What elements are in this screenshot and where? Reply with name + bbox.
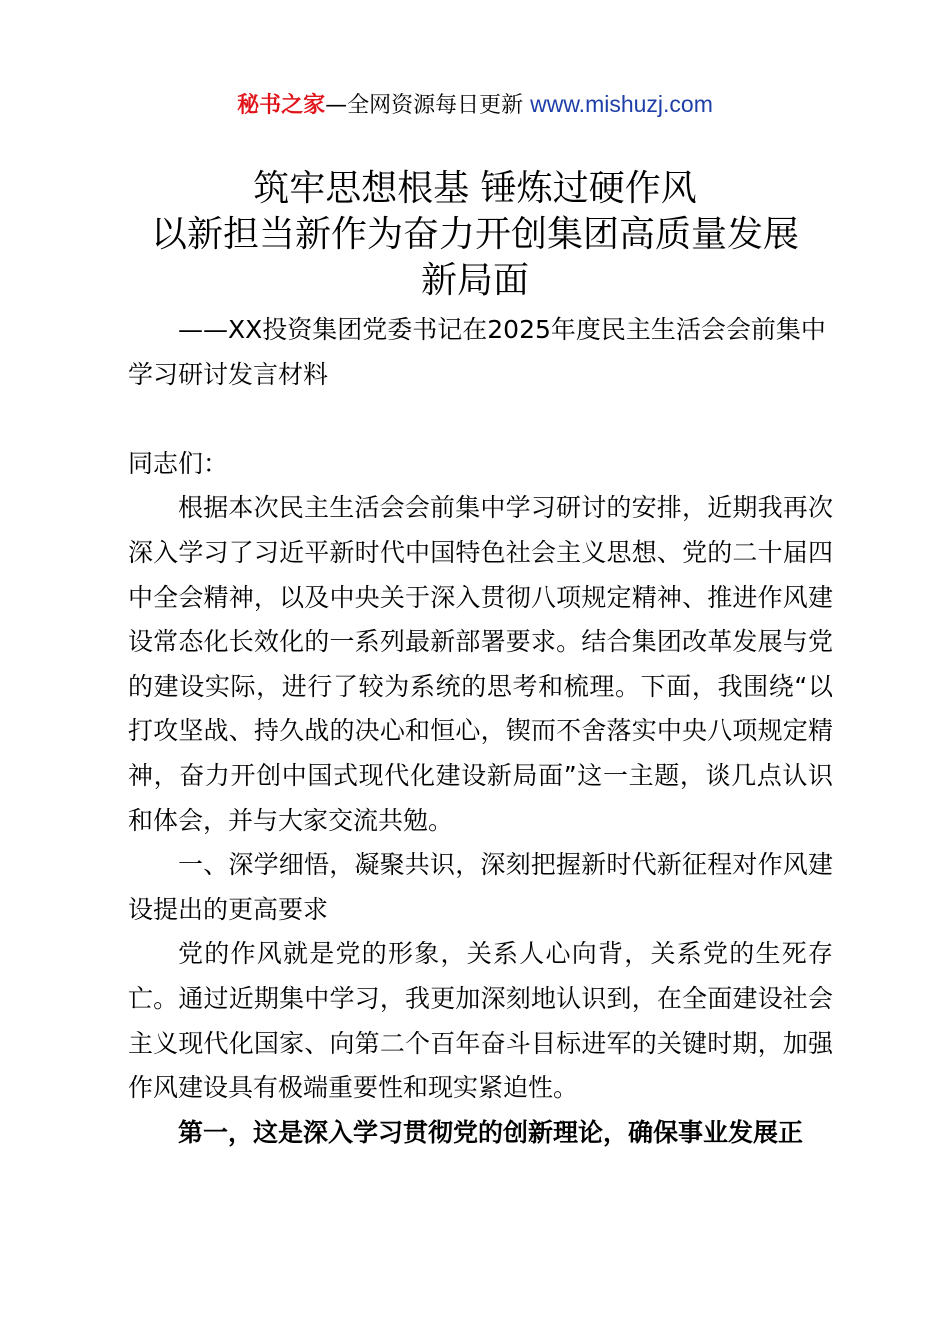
site-brand: 秘书之家 [237, 93, 326, 118]
title-line-2: 以新担当新作为奋力开创集团高质量发展 [150, 214, 799, 255]
title-line-3: 新局面 [420, 260, 529, 301]
section-heading-1: 一、深学细悟，凝聚共识，深刻把握新时代新征程对作风建设提出的更高要求 [128, 850, 833, 924]
salutation: 同志们： [128, 448, 229, 478]
site-tagline: —全网资源每日更新 [325, 93, 531, 118]
site-url[interactable]: www.mishuzj.com [530, 91, 713, 117]
title-line-1: 筑牢思想根基 锤炼过硬作风 [253, 168, 697, 209]
document-subtitle: ——XX投资集团党委书记在2025年度民主生活会会前集中学习研讨发言材料 [128, 315, 826, 389]
site-header [0, 88, 950, 122]
bold-point-1: 第一，这是深入学习贯彻党的创新理论，确保事业发展正 [178, 1117, 804, 1147]
spacer [128, 397, 833, 442]
paragraph-section-1: 党的作风就是党的形象，关系人心向背，关系党的生死存亡。通过近期集中学习，我更加深刻地认识到，在全面建设社会主义现代化国家、向第二个百年奋斗目标进军的关键时期，加强作风建设具有极端重要性和现实紧迫性。 [128, 939, 833, 1103]
document-title [0, 166, 950, 304]
paragraph-intro: 根据本次民主生活会会前集中学习研讨的安排，近期我再次深入学习了习近平新时代中国特色社会主义思想、党的二十届四中全会精神，以及中央关于深入贯彻八项规定精神、推进作风建设常态化长效化的一系列最新部署要求。结合集团改革发展与党的建设实际，进行了较为系统的思考和梳理。下面，我围绕“以打攻坚战、持久战的决心和恒心，锲而不舍落实中央八项规定精神，奋力开创中国式现代化建设新局面”这一主题，谈几点认识和体会，并与大家交流共勉。 [128, 493, 833, 835]
document-body [128, 308, 833, 1155]
